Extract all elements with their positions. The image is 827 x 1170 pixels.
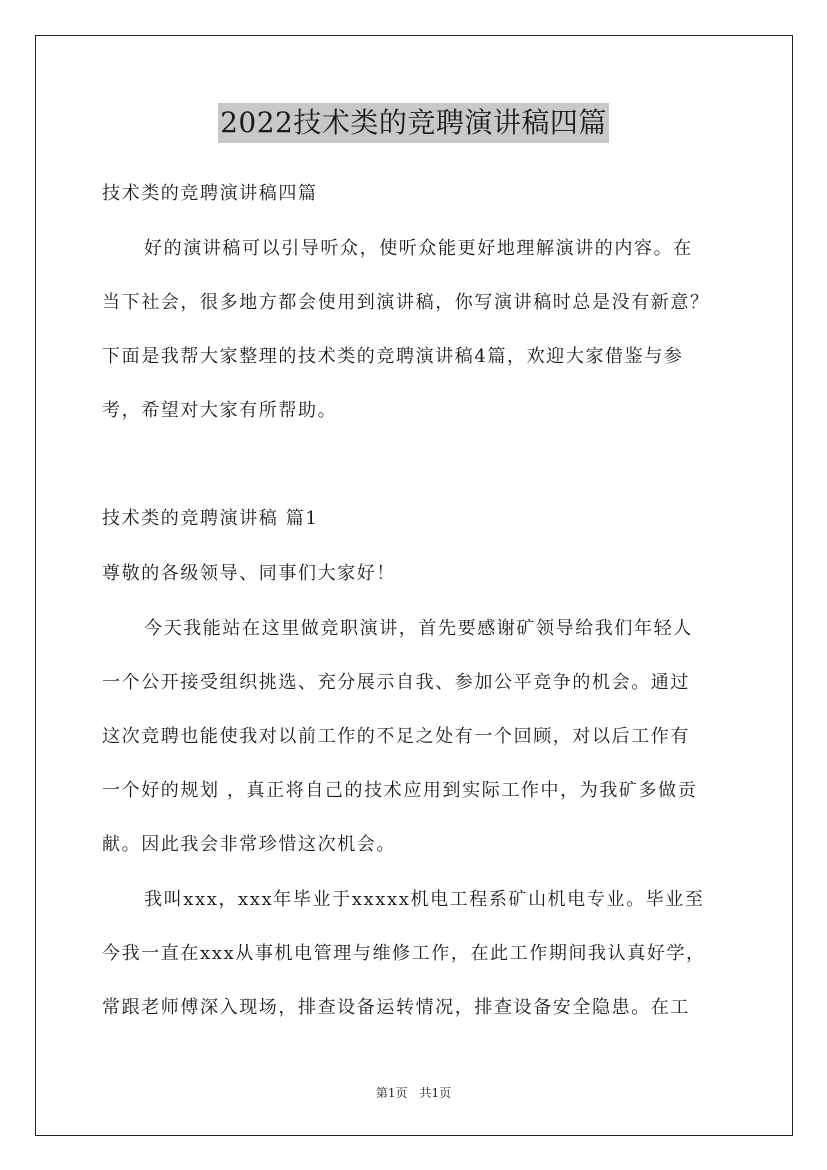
para1-line-2: 一个公开接受组织挑选、充分展示自我、参加公平竞争的机会。通过 — [102, 672, 690, 693]
para2-line-2: 今我一直在xxx从事机电管理与维修工作，在此工作期间我认真好学， — [102, 943, 706, 964]
para1-line-5: 献。因此我会非常珍惜这次机会。 — [102, 834, 396, 855]
title-container — [0, 103, 827, 143]
para2-line-3: 常跟老师傅深入现场，排查设备运转情况，排查设备安全隐患。在工 — [102, 997, 690, 1018]
intro-line-4: 考，希望对大家有所帮助。 — [102, 400, 338, 421]
para1-line-4: 一个好的规划 ，真正将自己的技术应用到实际工作中，为我矿多做贡 — [102, 780, 698, 801]
para1-line-3: 这次竞聘也能使我对以前工作的不足之处有一个回顾，对以后工作有 — [102, 726, 690, 747]
document-subtitle: 技术类的竞聘演讲稿四篇 — [102, 183, 318, 204]
page-footer: 第1页 共1页 — [375, 1086, 452, 1100]
intro-line-2: 当下社会，很多地方都会使用到演讲稿，你写演讲稿时总是没有新意？ — [102, 292, 710, 313]
intro-line-3: 下面是我帮大家整理的技术类的竞聘演讲稿4篇，欢迎大家借鉴与参 — [102, 346, 684, 367]
greeting-line: 尊敬的各级领导、同事们大家好！ — [102, 563, 396, 584]
para1-line-1: 今天我能站在这里做竞职演讲，首先要感谢矿领导给我们年轻人 — [144, 618, 693, 639]
intro-line-1: 好的演讲稿可以引导听众，使听众能更好地理解演讲的内容。在 — [144, 238, 693, 259]
section-heading: 技术类的竞聘演讲稿 篇1 — [102, 508, 319, 529]
document-title: 2022技术类的竞聘演讲稿四篇 — [218, 103, 609, 143]
para2-line-1: 我叫xxx，xxx年毕业于xxxxx机电工程系矿山机电专业。毕业至 — [144, 889, 705, 910]
